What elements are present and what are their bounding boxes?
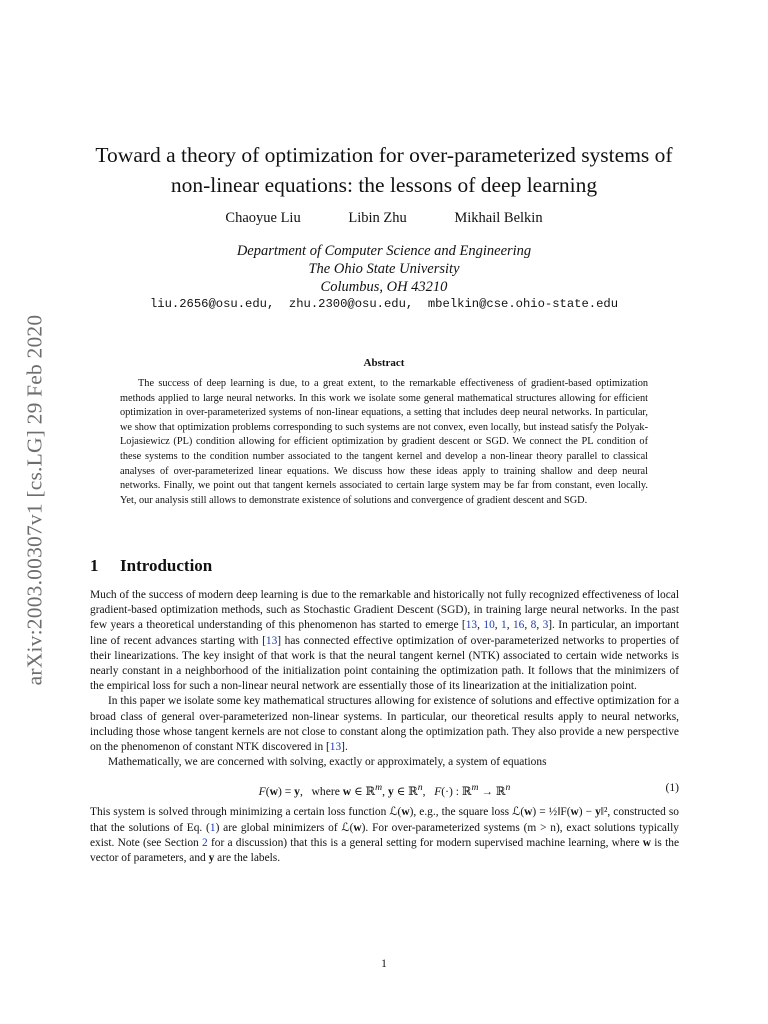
citation-link[interactable]: 13 — [465, 619, 478, 632]
paper-title — [60, 140, 708, 200]
section-heading — [90, 556, 690, 576]
paragraph-4: This system is solved through minimizing a certain loss function ℒ(w), e.g., the square loss ℒ(w) = ½‖F(w) − y‖², constructed so that the solutions of Eq. (1) are global minimizers of ℒ(w). For over-parameterized systems (m > n), exact solutions typically exist. Note (see Section 2 for a discussion) that this is a general setting for modern supervised machine learning, where w is the vector of parameters, and y are the labels. — [90, 806, 679, 865]
abstract-body — [120, 377, 648, 508]
citation-link[interactable]: 8 — [530, 619, 537, 632]
citation-link[interactable]: 3 — [542, 619, 549, 632]
equation-ref-link[interactable]: 1 — [209, 821, 216, 834]
title-line-2: non-linear equations: the lessons of deep learning — [170, 173, 598, 197]
author-list — [60, 210, 708, 227]
citation-link[interactable]: 1 — [501, 619, 507, 632]
section-body — [90, 588, 679, 866]
citation-link[interactable]: 10 — [483, 619, 495, 632]
title-line-1: Toward a theory of optimization for over-parameterized systems of — [95, 143, 673, 167]
paragraph-2: In this paper we isolate some key mathematical structures allowing for existence of solutions and effective optimization for a broad class of general over-parameterized non-linear systems. In particular, our theoretical results apply to neural networks, including those whose tangent kernels are not close to constant along the optimization path. They also provide a new perspective on the phenomenon of constant NTK discovered in [13]. — [90, 695, 679, 754]
author-1: Chaoyue Liu — [225, 210, 301, 226]
section-number: 1 — [90, 556, 99, 575]
affiliation — [60, 242, 708, 296]
page-number: 1 — [381, 958, 387, 970]
author-emails: liu.2656@osu.edu, zhu.2300@osu.edu, mbelkin@cse.ohio-state.edu — [149, 297, 619, 311]
abstract-text: The success of deep learning is due, to a great extent, to the remarkable effectiveness of gradient-based optimization methods applied to large neural networks. In this work we isolate some general mathematical structures allowing for efficient optimization in over-parameterized systems of non-linear equations, a setting that includes deep neural networks. In particular, we show that optimization problems corresponding to such systems are not convex, even locally, but instead satisfy the Polyak-Lojasiewicz (PL) condition allowing for efficient optimization by gradient descent or SGD. We connect the PL condition of these systems to the condition number associated to the tangent kernel and develop a non-linear theory parallel to classical analyses of over-parameterized linear equations. We discuss how these ideas apply to training shallow and deep neural networks. Finally, we point out that tangent kernels associated to certain large system may be far from constant, even locally. Yet, our analysis still allows to demonstrate existence of solutions and convergence of gradient descent and SGD. — [120, 378, 648, 506]
arxiv-id: arXiv:2003.00307v1 [cs.LG] 29 Feb 2020 — [22, 314, 47, 686]
equation-body: F(w) = y, where w ∈ ℝ$^m$, y ∈ ℝ$^n$, F(·) : ℝ$^m$ → ℝ$^n$ — [258, 782, 511, 799]
paragraph-3: Mathematically, we are concerned with solving, exactly or approximately, a system of equations — [108, 756, 547, 769]
author-3: Mikhail Belkin — [454, 210, 543, 226]
author-2: Libin Zhu — [348, 210, 407, 226]
section-ref-link[interactable]: 2 — [202, 836, 208, 849]
arxiv-sidebar-stamp — [20, 272, 50, 728]
section-title: Introduction — [120, 556, 213, 575]
citation-link[interactable]: 16 — [512, 619, 525, 632]
citation-link[interactable]: 13 — [265, 634, 278, 647]
equation-1 — [90, 773, 679, 802]
affiliation-address: Columbus, OH 43210 — [320, 279, 448, 295]
affiliation-department: Department of Computer Science and Engineering — [236, 243, 532, 259]
equation-number: (1) — [665, 781, 679, 795]
abstract-heading: Abstract — [363, 357, 405, 369]
affiliation-university: The Ohio State University — [308, 261, 460, 277]
citation-link[interactable]: 13 — [329, 741, 342, 754]
paragraph-1: Much of the success of modern deep learning is due to the remarkable and historically not fully recognized effectiveness of local gradient-based optimization methods, such as Stochastic Gradient Descent (SGD), in training large neural networks. In the past few years a theoretical understanding of this phenomenon has started to emerge [13, 10, 1, 16, 8, 3]. In particular, an important line of recent advances starting with [13] has connected effective optimization of over-parameterized networks to properties of their linearizations. The key insight of that work is that the neural tangent kernel (NTK) associated to certain wide networks is nearly constant in a neighborhood of the initialization point containing the optimization path. It follows that the minimizers of the empirical loss for such a non-linear neural network are essentially those of its linearization at the initialization point. — [90, 589, 680, 693]
